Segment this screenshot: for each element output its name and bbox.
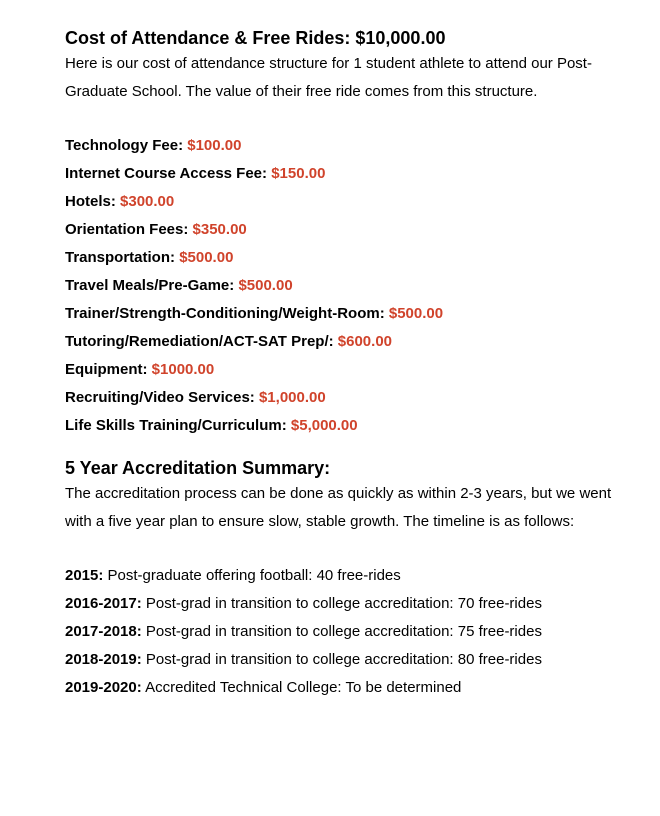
fee-label: Technology Fee: [65,137,184,154]
fee-label: Recruiting/Video Services: [65,389,255,406]
fee-label: Transportation: [65,249,176,266]
fee-amount: $500.00 [238,277,293,294]
fee-amount: $5,000.00 [290,417,358,434]
timeline-year: 2017-2018: [65,623,142,640]
timeline-text: Post-grad in transition to college accreditation: 70 free-rides [145,595,542,612]
cost-of-attendance-heading: Cost of Attendance & Free Rides: $10,000.00 [65,28,446,48]
cost-of-attendance-intro: Here is our cost of attendance structure for 1 student athlete to attend our Post-Graduate School. The value of their free ride comes from this structure. [65,55,592,100]
fee-item [65,412,625,440]
fee-amount: $500.00 [388,305,444,322]
accreditation-section [65,457,625,536]
fee-item [65,356,625,384]
fee-item [65,132,625,160]
fee-amount: $150.00 [271,165,326,182]
timeline-item [65,646,625,674]
timeline-text: Accredited Technical College: To be determined [145,679,462,696]
timeline-text: Post-grad in transition to college accreditation: 75 free-rides [145,623,542,640]
fee-amount: $350.00 [192,221,247,238]
fee-item [65,188,625,216]
fee-item [65,300,625,328]
fee-amount: $500.00 [179,249,234,266]
fee-item [65,160,625,188]
timeline-item [65,618,625,646]
fee-label: Tutoring/Remediation/ACT-SAT Prep/: [65,333,334,350]
fee-label: Trainer/Strength-Conditioning/Weight-Room: [65,305,385,322]
fee-amount: $1,000.00 [258,389,326,406]
timeline-year: 2015: [65,567,104,584]
accreditation-intro: The accreditation process can be done as quickly as within 2-3 years, but we went with a five year plan to ensure slow, stable growth. The timeline is as follows: [65,485,612,530]
fee-amount: $1000.00 [151,361,215,378]
fee-amount: $100.00 [187,137,242,154]
fee-amount: $600.00 [337,333,393,350]
fee-label: Life Skills Training/Curriculum: [65,417,287,434]
fee-label: Hotels: [65,193,116,210]
fee-item [65,328,625,356]
fee-amount: $300.00 [120,193,175,210]
accreditation-heading: 5 Year Accreditation Summary: [65,458,331,478]
timeline-year: 2019-2020: [65,679,142,696]
timeline-item [65,590,625,618]
timeline-list [65,562,625,702]
fee-list [65,132,625,440]
timeline-text: Post-graduate offering football: 40 free-rides [107,567,401,584]
fee-item [65,216,625,244]
fee-item [65,384,625,412]
timeline-text: Post-grad in transition to college accreditation: 80 free-rides [145,651,542,668]
timeline-item [65,562,625,590]
fee-item [65,272,625,300]
fee-label: Equipment: [65,361,148,378]
fee-item [65,244,625,272]
timeline-item [65,674,625,702]
timeline-year: 2018-2019: [65,651,142,668]
document-body [65,27,625,702]
fee-label: Orientation Fees: [65,221,189,238]
timeline-year: 2016-2017: [65,595,142,612]
fee-label: Travel Meals/Pre-Game: [65,277,235,294]
fee-label: Internet Course Access Fee: [65,165,268,182]
